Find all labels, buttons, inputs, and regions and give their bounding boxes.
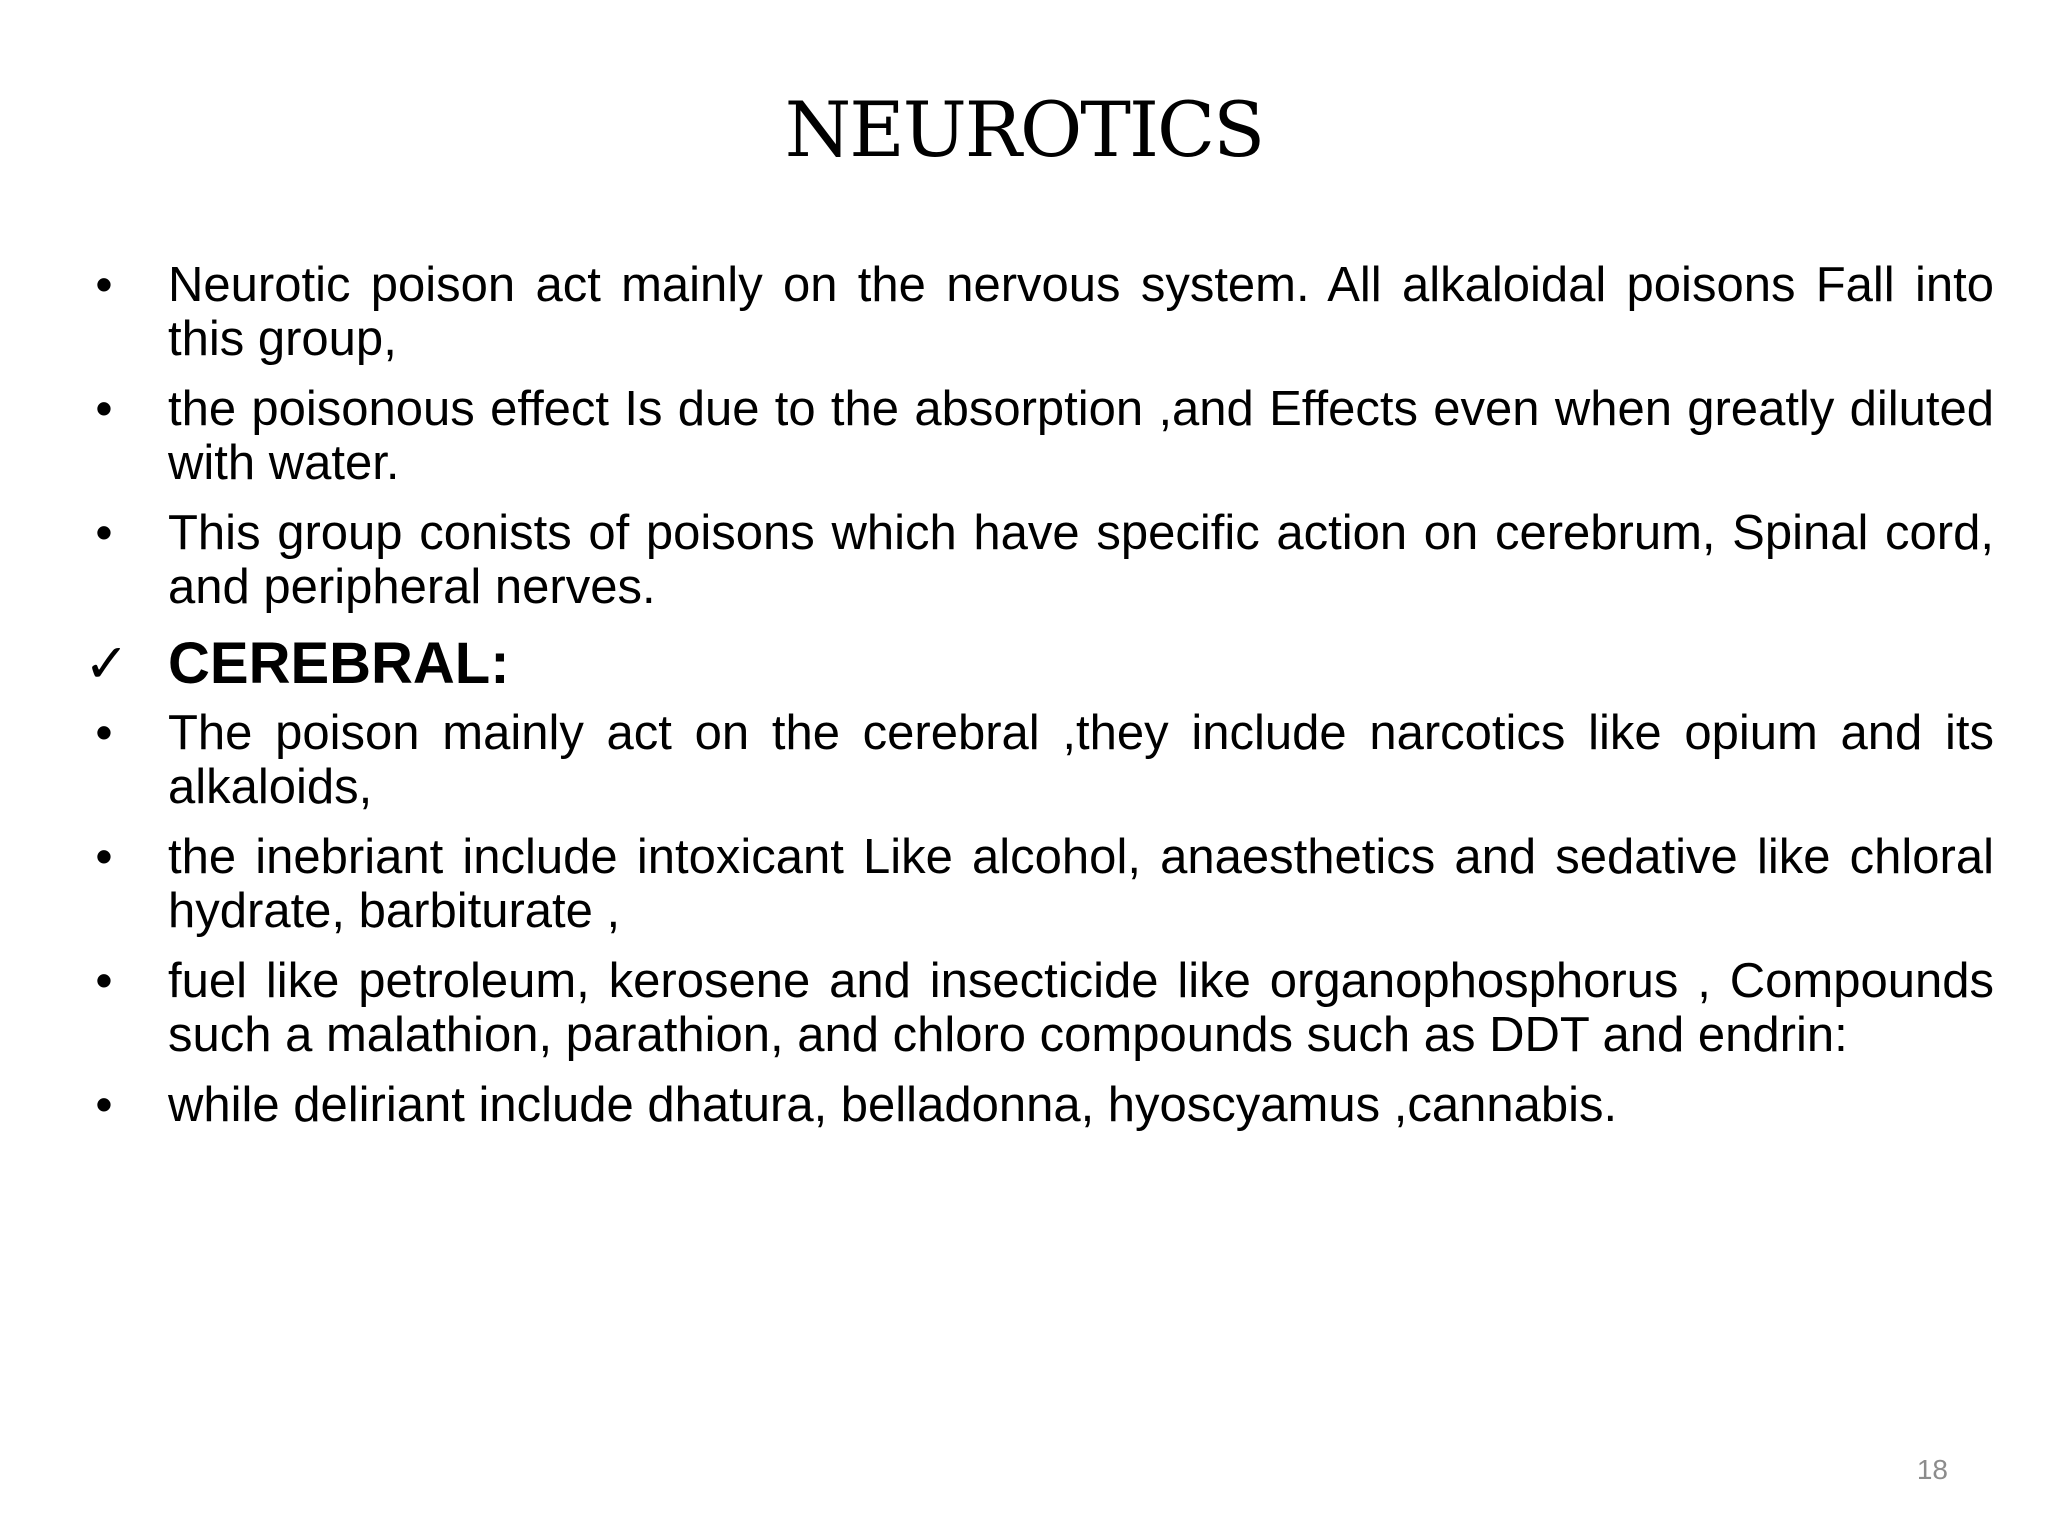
bullet-item (84, 506, 1994, 614)
bullet-text: the inebriant include intoxicant Like alcohol, anaesthetics and sedative like chloral hydrate, barbiturate , (168, 830, 1994, 938)
bullet-icon: • (95, 258, 113, 312)
slide-title: NEUROTICS (784, 85, 1264, 174)
bullet-item (84, 830, 1994, 938)
bullet-text: This group conists of poisons which have specific action on cerebrum, Spinal cord, and peripheral nerves. (168, 506, 1994, 614)
bullet-icon: • (95, 506, 113, 560)
bullet-icon: • (95, 706, 113, 760)
bullet-icon: • (95, 382, 113, 436)
bullet-icon: • (95, 830, 113, 884)
bullet-icon: • (95, 954, 113, 1008)
bullet-item (84, 706, 1994, 814)
bullet-text: while deliriant include dhatura, belladonna, hyoscyamus ,cannabis. (168, 1078, 1618, 1132)
bullet-item (84, 954, 1994, 1062)
bullet-icon: • (95, 1078, 113, 1132)
section-heading-text: CEREBRAL: (168, 631, 510, 696)
bullet-item (84, 1078, 1994, 1132)
bullet-text: fuel like petroleum, kerosene and insecticide like organophosphorus , Compounds such a malathion, parathion, and chloro compounds such as DDT and endrin: (168, 954, 1994, 1062)
bullet-text: the poisonous effect Is due to the absorption ,and Effects even when greatly diluted with water. (168, 382, 1994, 490)
page-number: 18 (1916, 1454, 1948, 1485)
bullet-item (84, 258, 1994, 366)
section-heading-cerebral (84, 630, 1994, 698)
checkmark-icon: ✓ (84, 632, 130, 695)
bullet-text: The poison mainly act on the cerebral ,they include narcotics like opium and its alkaloids, (168, 706, 1994, 814)
bullet-text: Neurotic poison act mainly on the nervous system. All alkaloidal poisons Fall into this group, (168, 258, 1994, 366)
slide-content (84, 258, 1994, 1148)
bullet-item (84, 382, 1994, 490)
